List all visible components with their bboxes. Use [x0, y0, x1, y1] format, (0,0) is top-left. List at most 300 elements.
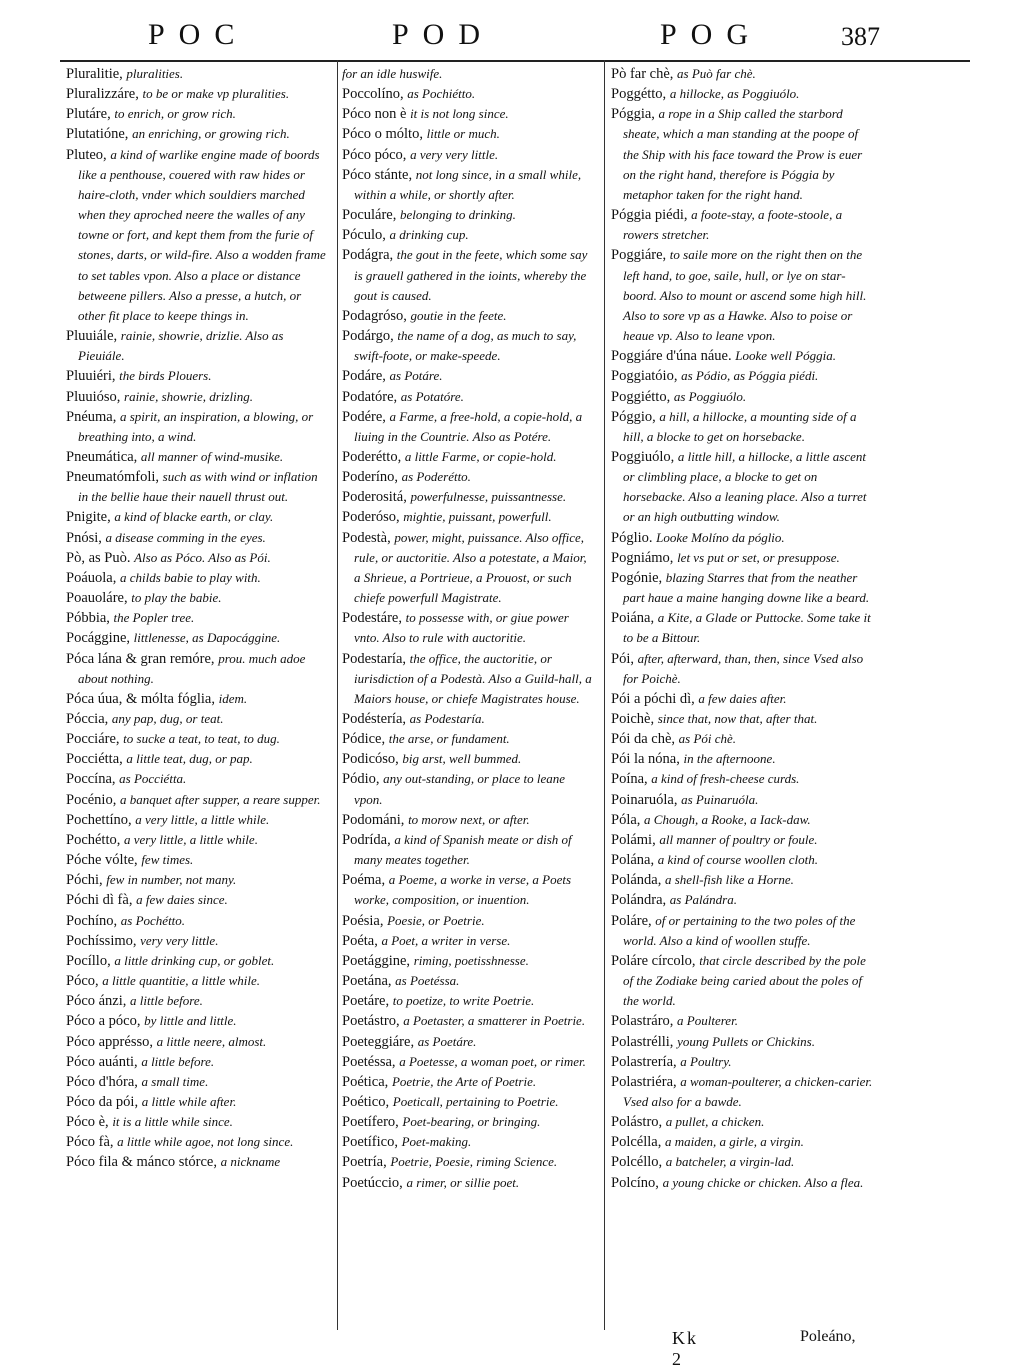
dictionary-entry: [342, 387, 596, 407]
entry-headword: Polastrélli,: [611, 1033, 674, 1050]
entry-headword: Poética,: [342, 1073, 389, 1090]
entry-headword: Polándra,: [611, 892, 667, 909]
dictionary-entry: [611, 205, 873, 245]
dictionary-entry: [66, 64, 328, 84]
dictionary-entry: [342, 749, 596, 769]
entry-definition: a very very little.: [410, 146, 499, 162]
dictionary-entry: [611, 890, 873, 910]
entry-headword: Poauoláre,: [66, 590, 128, 607]
dictionary-entry: [342, 830, 596, 870]
entry-headword: Pódio,: [342, 771, 380, 788]
entry-headword: Poetífico,: [342, 1134, 398, 1151]
entry-headword: Póco d'hóra,: [66, 1073, 138, 1090]
entry-definition: as Poetéssa.: [395, 973, 460, 989]
dictionary-entry: [66, 1152, 328, 1172]
dictionary-entry: [66, 124, 328, 144]
entry-headword: Poinaruóla,: [611, 791, 678, 808]
entry-headword: Poetággine,: [342, 952, 411, 969]
entry-headword: Plutáre,: [66, 106, 111, 123]
dictionary-entry: [66, 84, 328, 104]
entry-definition: for an idle huswife.: [342, 66, 443, 81]
entry-headword: Pnósi,: [66, 529, 102, 546]
entry-definition: a childs babie to play with.: [119, 569, 261, 585]
entry-definition: mightie, puissant, powerfull.: [403, 509, 552, 525]
dictionary-entry: [611, 709, 873, 729]
dictionary-entry: [66, 769, 328, 789]
dictionary-entry: [611, 245, 873, 346]
dictionary-entry: [66, 991, 328, 1011]
dictionary-entry: [611, 1032, 873, 1052]
dictionary-entry: [611, 911, 873, 951]
entry-headword: Póca lána & gran remóre,: [66, 650, 215, 667]
entry-definition: pluralities.: [126, 66, 184, 81]
running-header: [0, 18, 1032, 62]
entry-headword: Poetáre,: [342, 993, 390, 1010]
entry-headword: Polastráro,: [611, 1013, 674, 1030]
dictionary-entry: [342, 1052, 596, 1072]
entry-headword: Poichè,: [611, 711, 655, 727]
entry-definition: a small time.: [141, 1073, 209, 1089]
dictionary-entry: [66, 689, 328, 709]
entry-headword: Póco póco,: [342, 146, 407, 163]
entry-definition: few times.: [141, 852, 194, 868]
entry-definition: Poesie, or Poetrie.: [387, 912, 485, 928]
entry-definition: by little and little.: [144, 1013, 237, 1029]
entry-headword: Podrída,: [342, 831, 391, 848]
dictionary-entry: [66, 850, 328, 870]
dictionary-entry: [66, 649, 328, 689]
entry-definition: little or much.: [426, 126, 500, 142]
entry-headword: Polástro,: [611, 1114, 663, 1131]
entry-definition: the Popler tree.: [113, 610, 195, 626]
dictionary-entry: [66, 628, 328, 648]
entry-definition: prou. much adoe about nothing.: [78, 650, 306, 686]
dictionary-entry: [611, 1112, 873, 1132]
entry-definition: a Chough, a Rooke, a Iack-daw.: [644, 811, 811, 827]
entry-definition: Also as Póco. Also as Pói.: [134, 549, 271, 565]
entry-definition: few in number, not many.: [106, 872, 237, 888]
entry-definition: the office, the auctoritie, or iurisdiction of a Podestà. Also a Guild-hall, a Maiors house, or chiefe Magistrates house.: [354, 650, 592, 706]
entry-headword: Polámi,: [611, 831, 656, 848]
entry-headword: Pocciáre,: [66, 731, 120, 748]
entry-headword: Póco,: [66, 973, 99, 990]
dictionary-entry: [66, 326, 328, 366]
entry-definition: a Kite, a Glade or Puttocke. Some take it to be a Bittour.: [623, 610, 871, 646]
dictionary-entry: [611, 64, 873, 84]
dictionary-entry: [611, 850, 873, 870]
entry-headword: Póco è,: [66, 1114, 109, 1131]
entry-headword: Póche vólte,: [66, 852, 138, 869]
entry-headword: Podestaría,: [342, 650, 407, 667]
header-right-guideword: POG: [660, 18, 763, 51]
entry-definition: not long since, in a small while, within a while, or shortly after.: [354, 166, 582, 202]
entry-definition: to poetize, to write Poetrie.: [392, 993, 535, 1009]
entry-definition: riming, poetisshnesse.: [413, 952, 529, 968]
entry-headword: Póla,: [611, 811, 641, 828]
entry-definition: as Pocciétta.: [119, 771, 187, 787]
entry-definition: all manner of poultry or foule.: [659, 831, 818, 847]
dictionary-entry: [342, 447, 596, 467]
entry-headword: Póculo,: [342, 227, 386, 244]
dictionary-entry: [66, 790, 328, 810]
entry-definition: a kind of warlike engine made of boords like a penthouse, couered with raw hides or haire-cloth, vnder which souldiers marched when they aproched neere the walles of any towne or fort, and kept them from the furie of stones, darts, or wild-fire. Also a wodden frame to set tables vpon. Also a place or distance betweene pillers. Also a presse, a hutch, or other fit place to keepe things in.: [78, 146, 326, 323]
dictionary-entry: [342, 104, 596, 124]
entry-headword: Polcéllo,: [611, 1154, 663, 1171]
entry-definition: to morow next, or after.: [408, 811, 530, 827]
dictionary-entry: [66, 145, 328, 326]
dictionary-entry: [66, 407, 328, 447]
dictionary-entry: [342, 870, 596, 910]
entry-definition: since that, now that, after that.: [657, 711, 818, 726]
entry-definition: of or pertaining to the two poles of the world. Also a kind of woollen stuffe.: [623, 912, 856, 948]
signature-mark: Kk 2: [672, 1328, 698, 1369]
entry-headword: Poggétto,: [611, 86, 667, 103]
dictionary-entry: [342, 64, 596, 84]
entry-definition: a hillocke, as Poggiuólo.: [669, 86, 800, 102]
entry-headword: Póbbia,: [66, 610, 110, 627]
entry-headword: Poeteggiáre,: [342, 1033, 415, 1050]
entry-definition: Looke Molíno da póglio.: [656, 529, 785, 545]
entry-headword: Polastriéra,: [611, 1073, 677, 1090]
entry-headword: Poderíno,: [342, 469, 398, 486]
entry-definition: Poet-bearing, or bringing.: [402, 1114, 541, 1130]
dictionary-entry: [342, 1132, 596, 1152]
entry-definition: as Poetáre.: [417, 1033, 477, 1049]
dictionary-entry: [342, 84, 596, 104]
entry-definition: a Poet, a writer in verse.: [381, 932, 511, 948]
entry-definition: such as with wind or inflation in the bellie haue their nauell thrust out.: [78, 469, 318, 505]
entry-definition: a little before.: [130, 993, 203, 1009]
dictionary-entry: [342, 1112, 596, 1132]
entry-definition: in the afternoone.: [683, 751, 776, 767]
entry-headword: Podatóre,: [342, 388, 398, 405]
entry-definition: belonging to drinking.: [399, 207, 516, 223]
entry-headword: Pneumática,: [66, 448, 138, 465]
entry-definition: a pullet, a chicken.: [665, 1114, 765, 1130]
entry-definition: a Farme, a free-hold, a copie-hold, a liuing in the Countrie. Also as Potére.: [354, 408, 583, 444]
entry-definition: all manner of wind-musike.: [140, 448, 284, 464]
entry-definition: that circle described by the pole of the Zodiake being caried about the poles of the world.: [623, 952, 866, 1009]
entry-definition: goutie in the feete.: [410, 307, 507, 323]
entry-headword: Pochíssimo,: [66, 932, 137, 949]
entry-headword: Pluuiéri,: [66, 368, 116, 385]
dictionary-entry: [342, 1092, 596, 1112]
dictionary-entry: [66, 1011, 328, 1031]
entry-headword: Pluuiále,: [66, 328, 118, 345]
dictionary-entry: [342, 528, 596, 609]
entry-definition: a kind of fresh-cheese curds.: [651, 771, 800, 787]
dictionary-entry: [66, 911, 328, 931]
entry-definition: a maiden, a girle, a virgin.: [664, 1134, 804, 1150]
dictionary-entry: [342, 205, 596, 225]
entry-headword: Póco auánti,: [66, 1053, 138, 1070]
dictionary-entry: [342, 1072, 596, 1092]
dictionary-entry: [66, 467, 328, 507]
dictionary-entry: [611, 1072, 873, 1112]
entry-definition: to be or make vp pluralities.: [142, 86, 290, 102]
entry-headword: Poláre,: [611, 912, 652, 929]
entry-definition: a little while agoe, not long since.: [117, 1134, 294, 1150]
entry-headword: Podéstería,: [342, 711, 407, 727]
dictionary-entry: [66, 387, 328, 407]
dictionary-entry: [611, 1011, 873, 1031]
entry-headword: Poculáre,: [342, 207, 397, 224]
dictionary-entry: [66, 1092, 328, 1112]
entry-definition: as Palándra.: [669, 892, 737, 908]
entry-headword: Póggia piédi,: [611, 207, 688, 224]
entry-definition: after, afterward, than, then, since Vsed also for Poichè.: [623, 650, 864, 686]
entry-definition: to possesse with, or giue power vnto. Also to rule with auctoritie.: [354, 610, 569, 646]
dictionary-entry: [66, 931, 328, 951]
dictionary-entry: [611, 84, 873, 104]
entry-definition: Poet-making.: [401, 1134, 472, 1150]
entry-headword: Poetría,: [342, 1154, 387, 1171]
dictionary-entry: [342, 145, 596, 165]
dictionary-entry: [611, 104, 873, 205]
entry-headword: Poggiétto,: [611, 388, 671, 405]
entry-definition: Looke well Póggia.: [735, 348, 836, 364]
entry-headword: Pò far chè,: [611, 66, 674, 82]
entry-headword: Poetána,: [342, 973, 392, 990]
entry-definition: any out-standing, or place to leane vpon.: [354, 771, 566, 807]
entry-headword: Podágra,: [342, 247, 394, 264]
entry-headword: Póco fila & mánco stórce,: [66, 1154, 217, 1171]
dictionary-entry: [342, 649, 596, 709]
column-divider-1: [337, 60, 338, 1330]
entry-headword: Poetúccio,: [342, 1174, 403, 1191]
entry-headword: Poetífero,: [342, 1114, 399, 1131]
dictionary-entry: [611, 790, 873, 810]
header-left-guideword: POC: [148, 18, 249, 51]
entry-headword: Podicóso,: [342, 751, 399, 768]
entry-definition: as Potáre.: [389, 368, 443, 384]
entry-headword: Podére,: [342, 408, 386, 425]
entry-definition: Poetrie, the Arte of Poetrie.: [391, 1073, 537, 1089]
entry-headword: Pochettíno,: [66, 811, 132, 828]
dictionary-entry: [66, 971, 328, 991]
dictionary-entry: [342, 951, 596, 971]
dictionary-entry: [611, 608, 873, 648]
page-number: 387: [841, 22, 880, 51]
entry-headword: Póco o mólto,: [342, 126, 423, 143]
entry-headword: Póggia,: [611, 106, 655, 123]
dictionary-entry: [342, 124, 596, 144]
entry-definition: to sucke a teat, to teat, to dug.: [123, 731, 280, 747]
entry-definition: an enriching, or growing rich.: [132, 126, 290, 142]
dictionary-entry: [611, 1132, 873, 1152]
entry-definition: the birds Plouers.: [119, 368, 212, 384]
entry-definition: a batcheler, a virgin-lad.: [665, 1154, 795, 1170]
entry-definition: littlenesse, as Dapocággine.: [133, 630, 281, 646]
entry-headword: Podestáre,: [342, 610, 402, 627]
entry-headword: Poésia,: [342, 912, 384, 929]
entry-headword: Póglio.: [611, 529, 653, 546]
dictionary-entry: [66, 1072, 328, 1092]
dictionary-entry: [611, 749, 873, 769]
entry-definition: to saile more on the right then on the left hand, to goe, saile, hull, or lye on star-boord. Also to mount or ascend some high hill. Also to sore vp as a Hawke. Also to poise or heaue vp. Also to leane vpon.: [623, 247, 867, 344]
entry-headword: Pocággine,: [66, 630, 131, 647]
entry-definition: a Poeme, a worke in verse, a Poets worke, composition, or inuention.: [354, 872, 572, 908]
entry-headword: Poetéssa,: [342, 1053, 396, 1070]
dictionary-entry: [611, 407, 873, 447]
entry-definition: a little before.: [141, 1053, 215, 1069]
entry-definition: to play the babie.: [131, 590, 222, 606]
dictionary-entry: [342, 306, 596, 326]
dictionary-entry: [342, 487, 596, 507]
entry-definition: a kind of course woollen cloth.: [657, 852, 819, 868]
entry-headword: Póco fà,: [66, 1134, 114, 1151]
entry-headword: Pnigite,: [66, 509, 111, 526]
dictionary-entry: [66, 709, 328, 729]
entry-definition: a little while after.: [141, 1093, 237, 1109]
entry-definition: as Pói chè.: [678, 731, 737, 747]
entry-headword: Poéma,: [342, 872, 386, 889]
entry-headword: Póccia,: [66, 711, 109, 727]
entry-definition: a few daies since.: [136, 892, 228, 908]
entry-headword: Podománi,: [342, 811, 405, 828]
entry-definition: a kind of blacke earth, or clay.: [114, 509, 274, 525]
entry-headword: Pochíno,: [66, 912, 118, 929]
entry-headword: Pneumatómfoli,: [66, 469, 160, 486]
entry-headword: Poético,: [342, 1093, 390, 1110]
entry-definition: to enrich, or grow rich.: [114, 106, 236, 122]
dictionary-entry: [611, 689, 873, 709]
dictionary-entry: [342, 1011, 596, 1031]
entry-headword: Poína,: [611, 771, 648, 788]
entry-headword: Pluuióso,: [66, 388, 121, 405]
entry-headword: Polána,: [611, 852, 655, 869]
dictionary-entry: [611, 830, 873, 850]
entry-headword: Póco da pói,: [66, 1093, 139, 1110]
entry-definition: a Poetesse, a woman poet, or rimer.: [399, 1053, 586, 1069]
entry-definition: as Pochétto.: [120, 912, 186, 928]
entry-headword: Poderóso,: [342, 509, 400, 526]
dictionary-entry: [66, 870, 328, 890]
dictionary-entry: [611, 447, 873, 528]
dictionary-entry: [342, 769, 596, 809]
entry-definition: a spirit, an inspiration, a blowing, or breathing into, a wind.: [78, 408, 314, 444]
dictionary-entry: [66, 810, 328, 830]
entry-definition: any pap, dug, or teat.: [111, 711, 224, 726]
entry-definition: it is a little while since.: [112, 1114, 233, 1130]
entry-definition: a little hill, a hillocke, a little ascent or climbling place, a blocke to get on horsebacke. Also a leaning place. Also a turret or an high outbutting window.: [623, 448, 867, 525]
dictionary-entry: [66, 890, 328, 910]
entry-headword: Poetástro,: [342, 1013, 400, 1030]
dictionary-entry: [342, 225, 596, 245]
entry-definition: Poetrie, Poesie, riming Science.: [390, 1154, 558, 1170]
entry-definition: idem.: [218, 690, 248, 706]
entry-headword: Poccína,: [66, 771, 116, 788]
entry-definition: a little quantitie, a little while.: [102, 973, 261, 989]
entry-headword: Póco non è: [342, 106, 407, 123]
dictionary-entry: [342, 810, 596, 830]
entry-headword: Poggiatóio,: [611, 368, 678, 385]
column-divider-2: [604, 60, 605, 1330]
entry-headword: Podáre,: [342, 368, 386, 385]
entry-headword: Poggiáre,: [611, 247, 667, 264]
dictionary-entry: [342, 165, 596, 205]
entry-definition: a woman-poulterer, a chicken-carier. Vsed also for a bawde.: [623, 1073, 873, 1109]
entry-headword: Póco stánte,: [342, 166, 413, 183]
column-3: [611, 64, 873, 1193]
entry-definition: a very little, a little while.: [124, 831, 258, 847]
dictionary-entry: [611, 1152, 873, 1172]
dictionary-entry: [611, 346, 873, 366]
entry-headword: Polcíno,: [611, 1174, 659, 1191]
dictionary-entry: [66, 749, 328, 769]
entry-definition: power, might, puissance. Also office, rule, or auctoritie. Also a potestate, a Maior, a Shrieue, a Portrieue, a Prouost, or such chiefe powerfull Magistrate.: [354, 529, 587, 606]
entry-headword: Poderétto,: [342, 448, 402, 465]
entry-definition: a nickname: [220, 1154, 281, 1170]
entry-headword: Póggio,: [611, 408, 656, 425]
dictionary-entry: [342, 366, 596, 386]
entry-definition: as Pódio, as Póggia piédi.: [681, 368, 819, 384]
entry-definition: a foote-stay, a foote-stoole, a rowers stretcher.: [623, 207, 843, 243]
entry-definition: a kind of Spanish meate or dish of many meates together.: [354, 831, 572, 868]
dictionary-entry: [66, 1032, 328, 1052]
dictionary-entry: [342, 729, 596, 749]
entry-definition: the name of a dog, as much to say, swift-foote, or make-speede.: [354, 328, 577, 364]
catchword: Poleáno,: [800, 1328, 856, 1345]
entry-headword: Pocciétta,: [66, 751, 123, 768]
entry-headword: Poáuola,: [66, 569, 117, 586]
entry-headword: Póco apprésso,: [66, 1033, 153, 1050]
entry-headword: Pói,: [611, 650, 634, 667]
entry-definition: as Pochiétto.: [407, 86, 476, 102]
entry-definition: a rope in a Ship called the starbord sheate, which a man standing at the poope of the Ship with his face toward the Prow is euer on the right hand, therefore is Póggia by metaphor taken for the right hand.: [623, 106, 863, 202]
header-rule: [60, 60, 970, 62]
dictionary-entry: [342, 326, 596, 366]
entry-headword: Pói da chè,: [611, 731, 676, 748]
entry-headword: Poggiáre d'úna náue.: [611, 348, 732, 365]
entry-definition: as Podestaría.: [409, 711, 485, 726]
column-1: [66, 64, 328, 1173]
entry-definition: a little neere, almost.: [156, 1033, 267, 1049]
entry-headword: Polánda,: [611, 872, 662, 889]
dictionary-entry: [611, 649, 873, 689]
entry-definition: a shell-fish like a Horne.: [664, 872, 794, 888]
entry-definition: a Poetaster, a smatterer in Poetrie.: [403, 1013, 586, 1029]
entry-headword: Pocíllo,: [66, 952, 111, 969]
entry-headword: Póco ánzi,: [66, 993, 127, 1010]
entry-headword: Pogniámo,: [611, 549, 674, 566]
dictionary-entry: [611, 568, 873, 608]
dictionary-entry: [611, 548, 873, 568]
header-center-guideword: POD: [392, 18, 495, 51]
entry-definition: as Poderétto.: [401, 469, 471, 485]
entry-definition: a Poulterer.: [677, 1013, 738, 1029]
dictionary-entry: [611, 769, 873, 789]
entry-headword: Pói la nóna,: [611, 751, 680, 768]
dictionary-entry: [342, 1152, 596, 1172]
dictionary-entry: [342, 1032, 596, 1052]
dictionary-entry: [342, 991, 596, 1011]
entry-definition: a disease comming in the eyes.: [105, 529, 266, 545]
dictionary-entry: [611, 870, 873, 890]
entry-headword: Poccolíno,: [342, 86, 404, 103]
dictionary-entry: [66, 1112, 328, 1132]
entry-definition: as Puinaruóla.: [681, 791, 759, 807]
entry-headword: Polcélla,: [611, 1134, 662, 1151]
dictionary-entry: [66, 1052, 328, 1072]
dictionary-entry: [66, 830, 328, 850]
dictionary-entry: [611, 729, 873, 749]
entry-definition: very very little.: [140, 932, 219, 948]
dictionary-entry: [66, 104, 328, 124]
entry-headword: Poggiuólo,: [611, 448, 675, 465]
entry-headword: Pochétto,: [66, 831, 121, 848]
entry-definition: a little teat, dug, or pap.: [126, 751, 253, 767]
